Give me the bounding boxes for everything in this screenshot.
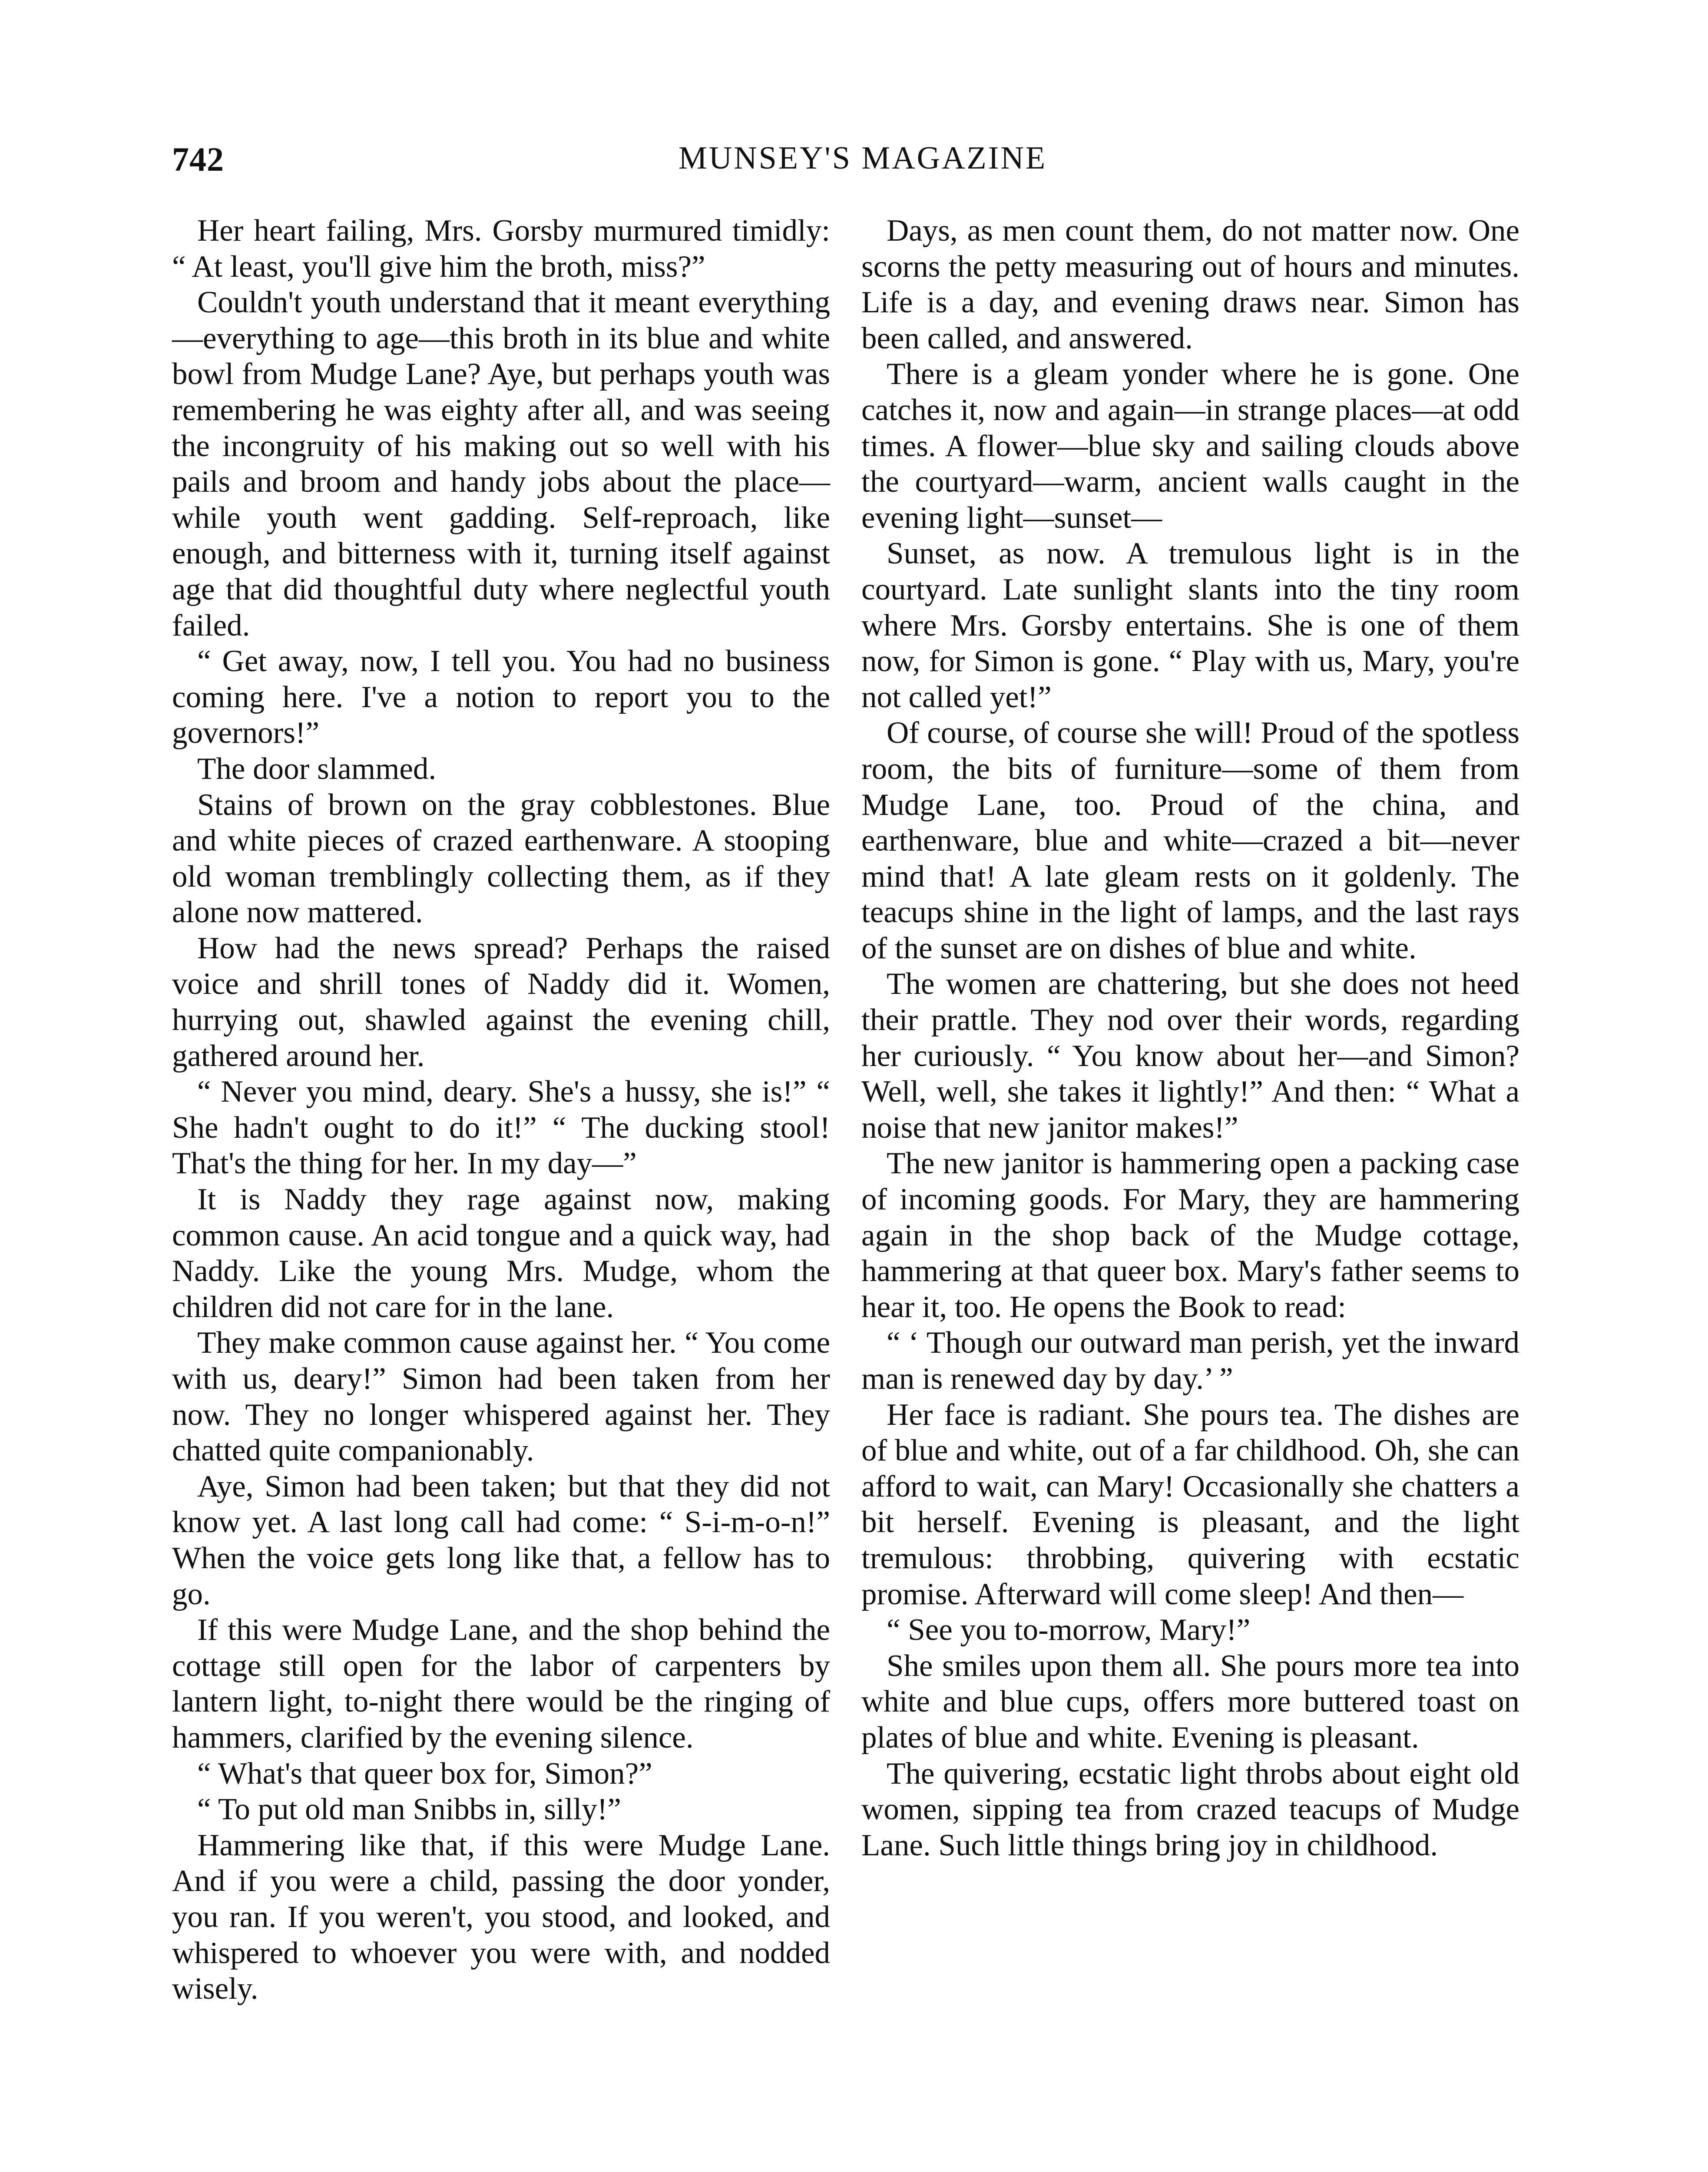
paragraph: “ See you to-morrow, Mary!” <box>887 1613 1251 1647</box>
paragraph: How had the news spread? Perhaps the raised voice and shrill tones of Naddy did it. Women, hurrying out, shawled against the evening chill, gathered around her. <box>172 931 830 1073</box>
paragraph: Couldn't youth understand that it meant everything—everything to age—this broth in its blue and white bowl from Mudge Lane? Aye, but perhaps youth was remembering he was eighty after all, and was seeing the incongruity of his making out so well with his pails and broom and handy jobs about the place—while youth went gadding. Self-reproach, like enough, and bitterness with it, turning itself against age that did thoughtful duty where neglectful youth failed. <box>172 285 830 642</box>
paragraph: Her heart failing, Mrs. Gorsby murmured timidly: “ At least, you'll give him the broth, miss?” <box>172 214 830 284</box>
page-number: 742 <box>172 140 224 178</box>
running-title: MUNSEY'S MAGAZINE <box>678 140 1047 176</box>
paragraph: Sunset, as now. A tremulous light is in the courtyard. Late sunlight slants into the tiny room where Mrs. Gorsby entertains. She is one of them now, for Simon is gone. “ Play with us, Mary, you're not called yet!” <box>861 536 1519 714</box>
paragraph: Aye, Simon had been taken; but that they did not know yet. A last long call had come: “ S-i-m-o-n!” When the voice gets long like that, a fellow has to go. <box>172 1469 830 1611</box>
paragraph: The quivering, ecstatic light throbs about eight old women, sipping tea from crazed teacups of Mudge Lane. Such little things bring joy in childhood. <box>861 1756 1519 1862</box>
paragraph: They make common cause against her. “ You come with us, deary!” Simon had been taken from her now. They no longer whispered against her. They chatted quite companionably. <box>172 1326 830 1468</box>
paragraph: The women are chattering, but she does not heed their prattle. They nod over their words, regarding her curiously. “ You know about her—and Simon? Well, well, she takes it lightly!” And then: “ What a noise that new janitor makes!” <box>861 967 1519 1145</box>
paragraph: It is Naddy they rage against now, making common cause. An acid tongue and a quick way, had Naddy. Like the young Mrs. Mudge, whom the children did not care for in the lane. <box>172 1182 830 1324</box>
page-header <box>172 140 1553 192</box>
paragraph: Hammering like that, if this were Mudge Lane. And if you were a child, passing the door yonder, you ran. If you weren't, you stood, and looked, and whispered to whoever you were with, and nodded wisely. <box>172 1828 830 2006</box>
paragraph: If this were Mudge Lane, and the shop behind the cottage still open for the labor of carpenters by lantern light, to-night there would be the ringing of hammers, clarified by the evening silence. <box>172 1613 830 1755</box>
paragraph: The new janitor is hammering open a packing case of incoming goods. For Mary, they are hammering again in the shop back of the Mudge cottage, hammering at that queer box. Mary's father seems to hear it, too. He opens the Book to read: <box>861 1146 1519 1324</box>
paragraph: She smiles upon them all. She pours more tea into white and blue cups, offers more buttered toast on plates of blue and white. Evening is pleasant. <box>861 1649 1519 1755</box>
paragraph: The door slammed. <box>197 752 437 786</box>
paragraph: Days, as men count them, do not matter now. One scorns the petty measuring out of hours and minutes. Life is a day, and evening draws near. Simon has been called, and answered. <box>861 214 1519 355</box>
paragraph: Her face is radiant. She pours tea. The dishes are of blue and white, out of a far childhood. Oh, she can afford to wait, can Mary! Occasionally she chatters a bit herself. Evening is pleasant, and the light tremulous: throbbing, quivering with ecstatic promise. Afterward will come sleep! And then— <box>861 1397 1519 1611</box>
paragraph: “ Get away, now, I tell you. You had no business coming here. I've a notion to report you to the governors!” <box>172 644 830 750</box>
paragraph: “ To put old man Snibbs in, silly!” <box>197 1792 621 1827</box>
paragraph: “ ‘ Though our outward man perish, yet the inward man is renewed day by day.’ ” <box>861 1326 1519 1396</box>
left-column <box>172 213 830 2007</box>
paragraph: Stains of brown on the gray cobblestones. Blue and white pieces of crazed earthenware. A stooping old woman tremblingly collecting them, as if they alone now mattered. <box>172 788 830 930</box>
paragraph: “ What's that queer box for, Simon?” <box>197 1756 652 1791</box>
paragraph: Of course, of course she will! Proud of the spotless room, the bits of furniture—some of them from Mudge Lane, too. Proud of the china, and earthenware, blue and white—crazed a bit—never mind that! A late gleam rests on it goldenly. The teacups shine in the light of lamps, and the last rays of the sunset are on dishes of blue and white. <box>861 716 1519 965</box>
right-column <box>861 213 1519 1863</box>
paragraph: There is a gleam yonder where he is gone. One catches it, now and again—in strange places—at odd times. A flower—blue sky and sailing clouds above the courtyard—warm, ancient walls caught in the evening light—sunset— <box>861 357 1519 535</box>
paragraph: “ Never you mind, deary. She's a hussy, she is!” “ She hadn't ought to do it!” “ The ducking stool! That's the thing for her. In my day—” <box>172 1075 830 1181</box>
